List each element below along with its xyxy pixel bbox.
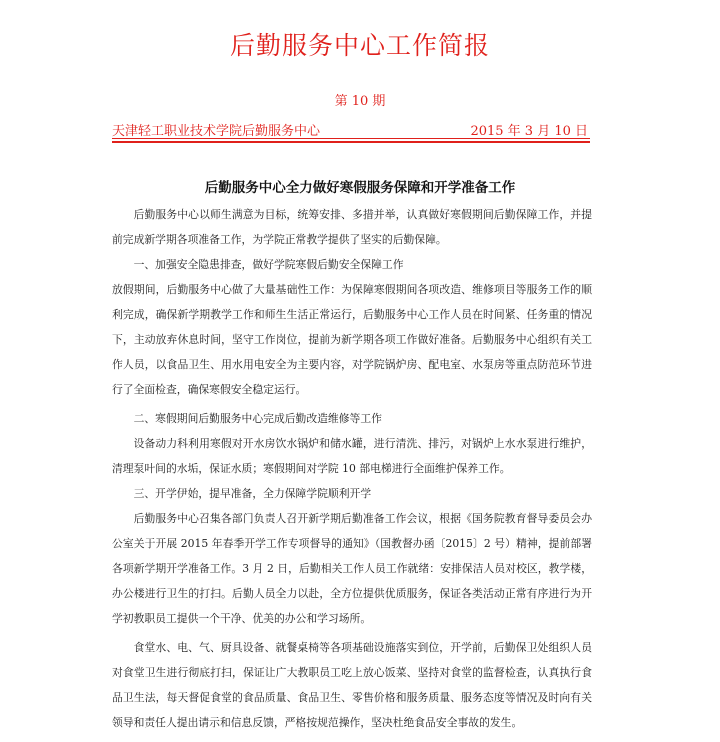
issue-date: 2015 年 3 月 10 日 <box>470 124 588 139</box>
masthead-line <box>112 120 590 139</box>
issue-number: 第 10 期 <box>334 94 386 109</box>
section1-heading: 一、加强安全隐患排查，做好学院寒假后勤安全保障工作 <box>133 258 404 271</box>
section3-heading: 三、开学伊始，提早准备，全力保障学院顺利开学 <box>133 487 372 500</box>
section3-paragraph-1: 后勤服务中心召集各部门负责人召开新学期后勤准备工作会议，根据《国务院教育督导委员会办公室关于开展 2015 年春季开学工作专项督导的通知》（国教督办函〔2015〕2 号）精神，提前部署各项新学期开学准备工作。3 月 2 日，后勤相关工作人员工作就绪：安排保洁人员对校区，教学楼，办公楼进行卫生的打扫。后勤人员全力以赴，全方位提供优质服务，保证各类活动正常有序进行为开学初教职员工提供一个干净、优美的办公和学习场所。 <box>112 512 592 625</box>
bulletin-title: 后勤服务中心工作简报 <box>229 31 490 60</box>
section1-paragraph: 放假期间，后勤服务中心做了大量基础性工作：为保障寒假期间各项改造、维修项目等服务工作的顺利完成，确保新学期教学工作和师生生活正常运行，后勤服务中心工作人员在时间紧、任务重的情况下，主动放弃休息时间，坚守工作岗位，提前为新学期各项工作做好准备。后勤服务中心组织有关工作人员，以食品卫生、用水用电安全为主要内容，对学院锅炉房、配电室、水泵房等重点防范环节进行了全面检查，确保寒假安全稳定运行。 <box>112 283 592 396</box>
section3-paragraph-2: 食堂水、电、气、厨具设备、就餐桌椅等各项基础设施落实到位，开学前，后勤保卫处组织人员对食堂卫生进行彻底打扫，保证让广大教职员工吃上放心饭菜、坚持对食堂的监督检查，认真执行食品卫生法，每天督促食堂的食品质量、食品卫生、零售价格和服务质量、服务态度等情况及时向有关领导和责任人提出请示和信息反馈，严格按规范操作，坚决杜绝食品安全事故的发生。 <box>112 641 592 729</box>
red-divider <box>112 141 590 143</box>
article-body <box>112 202 592 735</box>
section2-heading: 二、寒假期间后勤服务中心完成后勤改造维修等工作 <box>133 412 382 425</box>
intro-paragraph: 后勤服务中心以师生满意为目标，统筹安排、多措并举，认真做好寒假期间后勤保障工作，并提前完成新学期各项准备工作，为学院正常教学提供了坚实的后勤保障。 <box>112 208 592 246</box>
section2-paragraph: 设备动力科利用寒假对开水房饮水锅炉和储水罐，进行清洗、排污，对锅炉上水水泵进行维护，清理泵叶间的水垢，保证水质；寒假期间对学院 10 部电梯进行全面维护保养工作。 <box>112 437 592 475</box>
article-title: 后勤服务中心全力做好寒假服务保障和开学准备工作 <box>204 180 516 196</box>
organization-name: 天津轻工职业技术学院后勤服务中心 <box>112 124 321 139</box>
